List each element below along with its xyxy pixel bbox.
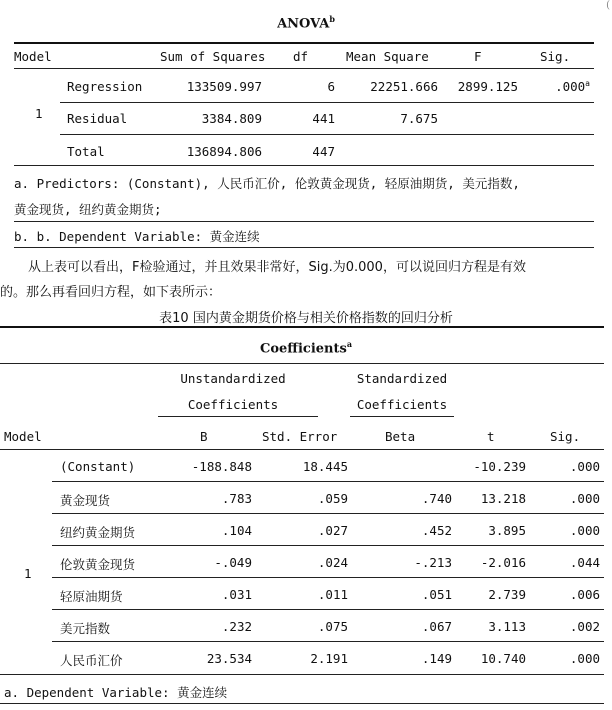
anova-top-rule xyxy=(14,42,594,44)
anova-header-rule xyxy=(14,68,594,69)
body-paragraph-line2: 的。那么再看回归方程，如下表所示： xyxy=(0,285,222,300)
coeff-header-b: B xyxy=(200,429,208,444)
coeff-cell-t: -10.239 xyxy=(473,459,526,474)
coeff-row-label: 轻原油期货 xyxy=(60,589,123,604)
coeff-cell-beta: .452 xyxy=(421,523,452,538)
anova-header-ss: Sum of Squares xyxy=(160,49,266,64)
coeff-cell-b: .031 xyxy=(221,587,252,602)
anova-note-a: a. Predictors: (Constant), 人民币汇价, 伦敦黄金现货, 轻原油期货, 美元指数, xyxy=(14,176,520,191)
coeff-cell-sig: .000 xyxy=(569,651,600,666)
anova-row-label: Residual xyxy=(67,111,128,126)
anova-cell-ms: 22251.666 xyxy=(370,79,438,94)
coeff-group-rule-std xyxy=(350,416,454,417)
coeff-cell-sig: .006 xyxy=(569,587,600,602)
coeff-cell-beta: -.213 xyxy=(414,555,452,570)
table-caption: 表10 国内黄金期货价格与相关价格指数的回归分析 xyxy=(159,311,453,326)
anova-end-rule xyxy=(14,247,594,248)
coeff-cell-t: -2.016 xyxy=(480,555,526,570)
anova-model-number: 1 xyxy=(35,106,43,121)
anova-note-a-continued: 黄金现货, 纽约黄金期货; xyxy=(14,202,162,217)
coeff-cell-b: .104 xyxy=(221,523,252,538)
anova-header-df: df xyxy=(293,49,309,64)
coeff-cell-beta: .051 xyxy=(421,587,452,602)
coeff-group-standardized: Standardized xyxy=(356,371,448,386)
coeff-title-rule xyxy=(0,363,604,364)
coeff-cell-sig: .000 xyxy=(569,491,600,506)
anova-cell-ss: 133509.997 xyxy=(186,79,262,94)
coeff-cell-beta: .740 xyxy=(421,491,452,506)
coeff-row-rule xyxy=(52,641,604,642)
coeff-cell-beta: .149 xyxy=(421,651,452,666)
anova-header-model: Model xyxy=(14,49,52,64)
anova-header-sig: Sig. xyxy=(540,49,571,64)
coeff-row-label: 黄金现货 xyxy=(60,493,111,508)
coeff-cell-t: 3.113 xyxy=(488,619,526,634)
anova-note-b: b. b. Dependent Variable: 黄金连续 xyxy=(14,229,260,244)
anova-row-label: Regression xyxy=(67,79,143,94)
anova-row-label: Total xyxy=(67,144,105,159)
coeff-group-standardized-sub: Coefficients xyxy=(356,397,448,412)
coeff-top-rule xyxy=(0,326,604,328)
coeff-cell-t: 13.218 xyxy=(480,491,526,506)
anova-cell-df: 441 xyxy=(312,111,335,126)
anova-cell-df: 6 xyxy=(327,79,335,94)
anova-header-ms: Mean Square xyxy=(346,49,429,64)
coeff-model-number: 1 xyxy=(24,566,32,581)
anova-note-rule xyxy=(14,221,594,222)
coeff-cell-se: .011 xyxy=(317,587,348,602)
coeff-cell-se: .027 xyxy=(317,523,348,538)
coeff-row-label: 美元指数 xyxy=(60,621,111,636)
anova-cell-ms: 7.675 xyxy=(400,111,438,126)
anova-row-rule xyxy=(60,134,594,135)
coeff-header-model: Model xyxy=(4,429,42,444)
anova-cell-ss: 136894.806 xyxy=(186,144,262,159)
anova-cell-sig: .000$^a$ xyxy=(555,79,590,95)
coeff-group-unstandardized: Unstandardized xyxy=(180,371,286,386)
coeff-cell-se: 2.191 xyxy=(310,651,348,666)
coeff-row-label: (Constant) xyxy=(60,459,136,474)
coeff-header-std-error: Std. Error xyxy=(262,429,338,444)
coeff-note-a: a. Dependent Variable: 黄金连续 xyxy=(4,685,228,700)
coeff-title: Coefficients$^a$ xyxy=(260,339,352,357)
anova-title: ANOVA$^b$ xyxy=(277,14,335,32)
coeff-cell-sig: .000 xyxy=(569,523,600,538)
coeff-group-unstandardized-sub: Coefficients xyxy=(187,397,279,412)
coeff-row-rule xyxy=(52,577,604,578)
anova-cell-ss: 3384.809 xyxy=(201,111,262,126)
coeff-end-rule xyxy=(0,703,604,704)
page-edge-mark: ( xyxy=(606,0,610,11)
anova-cell-df: 447 xyxy=(312,144,335,159)
coeff-row-label: 纽约黄金期货 xyxy=(60,525,136,540)
coeff-row-label: 伦敦黄金现货 xyxy=(60,557,136,572)
coeff-cell-b: 23.534 xyxy=(206,651,252,666)
coeff-bottom-rule xyxy=(0,674,604,675)
coeff-cell-sig: .000 xyxy=(569,459,600,474)
anova-bottom-rule xyxy=(14,165,594,166)
anova-row-rule xyxy=(60,102,594,103)
coeff-cell-b: .232 xyxy=(221,619,252,634)
coeff-header-t: t xyxy=(487,429,495,444)
coeff-header-beta: Beta xyxy=(385,429,416,444)
coeff-cell-b: -188.848 xyxy=(191,459,252,474)
coeff-header-rule xyxy=(0,449,604,450)
coeff-cell-beta: .067 xyxy=(421,619,452,634)
coeff-cell-se: 18.445 xyxy=(302,459,348,474)
anova-header-f: F xyxy=(474,49,482,64)
coeff-header-sig: Sig. xyxy=(550,429,581,444)
coeff-cell-se: .075 xyxy=(317,619,348,634)
coeff-row-rule xyxy=(52,513,604,514)
coeff-group-rule-unstd xyxy=(158,416,318,417)
coeff-row-rule xyxy=(52,481,604,482)
coeff-cell-t: 3.895 xyxy=(488,523,526,538)
coeff-cell-t: 10.740 xyxy=(480,651,526,666)
coeff-row-rule xyxy=(52,609,604,610)
coeff-cell-sig: .002 xyxy=(569,619,600,634)
coeff-cell-b: -.049 xyxy=(214,555,252,570)
anova-cell-f: 2899.125 xyxy=(457,79,518,94)
coeff-cell-t: 2.739 xyxy=(488,587,526,602)
coeff-cell-b: .783 xyxy=(221,491,252,506)
body-paragraph-line1: 从上表可以看出，F检验通过，并且效果非常好，Sig.为0.000，可以说回归方程是有效 xyxy=(28,260,526,275)
coeff-cell-se: .024 xyxy=(317,555,348,570)
coeff-row-label: 人民币汇价 xyxy=(60,653,123,668)
coeff-cell-sig: .044 xyxy=(569,555,600,570)
coeff-cell-se: .059 xyxy=(317,491,348,506)
coeff-row-rule xyxy=(52,545,604,546)
